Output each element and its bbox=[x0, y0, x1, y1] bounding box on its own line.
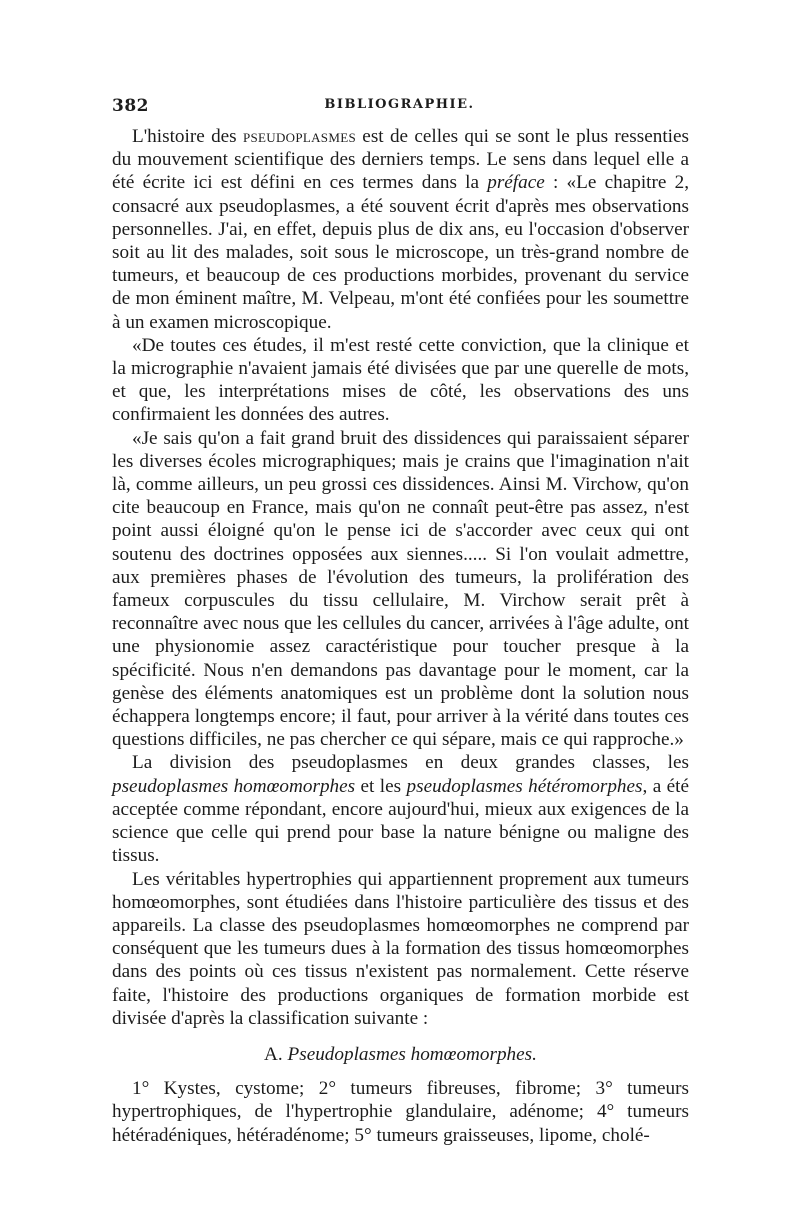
running-head: BIBLIOGRAPHIE. bbox=[324, 97, 475, 112]
paragraph-3: «Je sais qu'on a fait grand bruit des dissidences qui paraissaient séparer les diverses écoles micrographiques; mais je crains que l'imagination n'ait là, comme ailleurs, un peu grossi ces dissidences. Ainsi M. Virchow, qu'on cite beaucoup en France, mais qu'on ne connaît peut-être pas assez, n'est point aussi éloigné qu'on le pense ici de s'accorder avec ceux qui ont soutenu des doctrines opposées aux siennes..... Si l'on voulait admettre, aux premières phases de l'évolution des tumeurs, la prolifération des fameux corpuscules du tissu cellulaire, M. Virchow serait prêt à reconnaître avec nous que les cellules du cancer, arrivées à l'âge adulte, ont une physionomie assez caractéristique pour toucher presque à la spécificité. Nous n'en demandons pas davantage pour le moment, car la genèse des éléments anatomiques est un problème dont la solution nous échappera longtemps encore; il faut, pour arriver à la vérité dans toutes ces questions difficiles, ne pas chercher ce qui sépare, mais ce qui rapproche.» bbox=[112, 427, 689, 751]
page-body bbox=[112, 125, 689, 1147]
page-header bbox=[112, 96, 687, 120]
paragraph-5: Les véritables hypertrophies qui appartiennent proprement aux tumeurs homœomorphes, sont étudiées dans l'histoire particulière des tissus et des appareils. La classe des pseudoplasmes homœomorphes ne comprend par conséquent que les tumeurs dues à la formation des tissus homœomorphes dans des points où ces tissus n'existent pas normalement. Cette réserve faite, l'histoire des productions organiques de formation morbide est divisée d'après la classification suivante : bbox=[112, 868, 689, 1029]
italic-term: préface bbox=[487, 172, 545, 194]
smallcaps-term: pseudoplasmes bbox=[242, 126, 356, 147]
italic-term: pseudoplasmes hétéromorphes bbox=[406, 775, 643, 797]
paragraph-4: La division des pseudoplasmes en deux grandes classes, les pseudoplasmes homœomorphes et les pseudoplasmes hétéromorphes, a été acceptée comme répondant, encore aujourd'hui, mieux aux exigences de la science que celle qui prend pour base la nature bénigne ou maligne des tissus. bbox=[112, 752, 689, 867]
paragraph-1: L'histoire des pseudoplasmes est de celles qui se sont le plus ressenties du mouvement scientifique des derniers temps. Le sens dans lequel elle a été écrite ici est défini en ces termes dans la préface : «Le chapitre 2, consacré aux pseudoplasmes, a été souvent écrit d'après mes observations personnelles. J'ai, en effet, depuis plus de dix ans, eu l'occasion d'observer soit au lit des malades, soit sous le microscope, un très-grand nombre de tumeurs, et beaucoup de ces productions morbides, provenant du service de mon éminent maître, M. Velpeau, m'ont été confiées pour les soumettre à un examen microscopique. bbox=[112, 126, 689, 333]
italic-term: pseudoplasmes homœomorphes bbox=[112, 775, 356, 797]
section-heading: A. Pseudoplasmes homœomorphes. bbox=[264, 1043, 537, 1065]
page-number: 382 bbox=[112, 96, 149, 116]
paragraph-2: «De toutes ces études, il m'est resté cette conviction, que la clinique et la micrographie n'avaient jamais été divisées que par une querelle de mots, et que, les interprétations mises de côté, les observations des uns confirmaient les données des autres. bbox=[112, 334, 689, 426]
paragraph-6: 1° Kystes, cystome; 2° tumeurs fibreuses, fibrome; 3° tumeurs hypertrophiques, de l'hypertrophie glandulaire, adénome; 4° tumeurs hétéradéniques, hétéradénome; 5° tumeurs graisseuses, lipome, cholé- bbox=[112, 1078, 689, 1146]
